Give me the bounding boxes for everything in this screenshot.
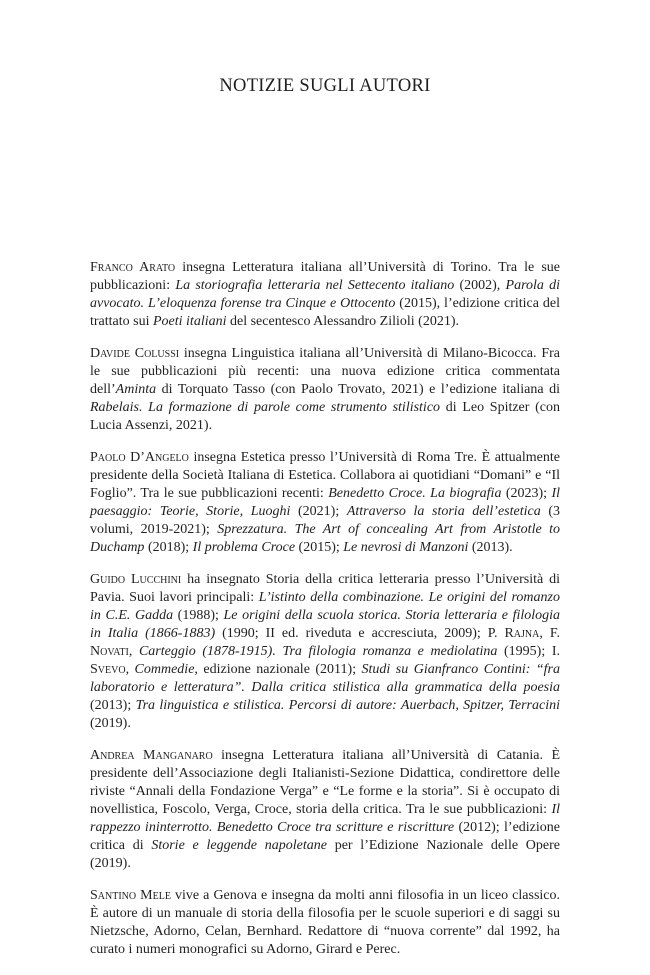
body-text: (3 volumi, 2019-2021); [90, 504, 560, 537]
body-text: , F. [539, 626, 560, 641]
body-text: , [128, 644, 139, 659]
italic-title-text: Sprezzatura. The Art of concealing Art from Aristotle to Duchamp [90, 522, 561, 555]
body-text: per l’Edizione Nazionale delle Opere (2019). [90, 838, 560, 871]
italic-title-text: Storie e leggende napoletane [151, 838, 327, 853]
body-text: di Leo Spitzer (con Lucia Assenzi, 2021). [90, 400, 561, 433]
body-text: insegna Estetica presso l’Università di Roma Tre. È attualmente presidente della Società Italiana di Estetica. Collabora ai quotidiani “Domani” e “Il Foglio”. Tra le sue pubblicazioni recenti: [90, 450, 560, 501]
italic-title-text: Le origini della scuola storica. Storia letteraria e filologia in Italia (1866-1883) [90, 608, 561, 641]
author-name: Franco Arato [90, 260, 176, 275]
italic-title-text: Il problema Croce [192, 540, 296, 555]
italic-title-text: Le nevrosi di Manzoni [343, 540, 469, 555]
body-text: (2023); [501, 486, 552, 501]
author-entry [90, 747, 560, 873]
author-name: Andrea Manganaro [90, 748, 213, 763]
body-text: insegna Linguistica italiana all’Università di Milano-Bicocca. Fra le sue pubblicazioni più recenti: una nuova edizione critica commentata dell’ [90, 346, 560, 397]
body-text: (2013); [90, 698, 136, 713]
body-text: (1988); [173, 608, 224, 623]
author-notes [90, 245, 560, 973]
italic-title-text: La storiografia letteraria nel Settecento italiano [175, 278, 455, 293]
small-caps-name: Svevo [90, 662, 126, 677]
body-text: (2012); l’edizione critica di [90, 820, 561, 853]
body-text: (1995); I. [497, 644, 560, 659]
italic-title-text: Attraverso la storia dell’estetica [346, 504, 541, 519]
body-text: (2015); [295, 540, 344, 555]
italic-title-text: L’istinto della combinazione. Le origini del romanzo in C.E. Gadda [90, 590, 560, 623]
italic-title-text: Studi su Gianfranco Contini: “fra laboratorio e letteratura”. Dalla critica stilistica alla grammatica della poesia [90, 662, 560, 695]
body-text: (2018); [144, 540, 193, 555]
body-text: ha insegnato Storia della critica letteraria presso l’Università di Pavia. Suoi lavori principali: [90, 572, 560, 605]
body-text: , edizione nazionale (2011); [194, 662, 362, 677]
body-text: (2015), l’edizione critica del trattato sui [90, 296, 561, 329]
body-text: del secentesco Alessandro Zilioli (2021). [226, 314, 459, 329]
body-text: insegna Letteratura italiana all’Università di Torino. Tra le sue pubblicazioni: [90, 260, 560, 293]
small-caps-name: Novati [90, 644, 129, 659]
body-text: insegna Letteratura italiana all’Università di Catania. È presidente dell’Associazione degli Italianisti-Sezione Didattica, condirettore delle riviste “Annali della Fondazione Verga” e “Le forme e la storia”. Si è occupato di novellistica, Foscolo, Verga, Croce, storia della critica. Tra le sue pubblicazioni: [90, 748, 560, 817]
italic-title-text: Parola di avvocato. L’eloquenza forense tra Cinque e Ottocento [90, 278, 561, 311]
author-entry [90, 571, 560, 733]
small-caps-name: Rajna [504, 626, 540, 641]
author-name: Guido Lucchini [90, 572, 182, 587]
italic-title-text: Poeti italiani [153, 314, 227, 329]
author-entry [90, 345, 560, 435]
italic-title-text: Benedetto Croce. La biografia [328, 486, 502, 501]
body-text: (1990; II ed. riveduta e accresciuta, 2009); P. [215, 626, 505, 641]
italic-title-text: Carteggio (1878-1915). Tra filologia romanza e mediolatina [138, 644, 498, 659]
italic-title-text: Tra linguistica e stilistica. Percorsi di autore: Auerbach, Spitzer, Terracini [135, 698, 560, 713]
body-text: (2013). [468, 540, 513, 555]
author-entry [90, 449, 560, 557]
author-entry [90, 259, 560, 331]
body-text: (2002), [454, 278, 506, 293]
italic-title-text: Aminta [115, 382, 157, 397]
author-name: Santino Mele [90, 888, 171, 903]
body-text: (2019). [90, 716, 131, 731]
body-text: , [125, 662, 135, 677]
author-name: Paolo D’Angelo [90, 450, 189, 465]
page-title: NOTIZIE SUGLI AUTORI [219, 76, 431, 96]
author-entry [90, 887, 560, 959]
author-name: Davide Colussi [90, 346, 180, 361]
italic-title-text: Il rappezzo ininterrotto. Benedetto Croce tra scritture e riscritture [90, 802, 560, 835]
italic-title-text: Commedie [134, 662, 195, 677]
italic-title-text: Il paesaggio: Teorie, Storie, Luoghi [90, 486, 560, 519]
body-text: vive a Genova e insegna da molti anni filosofia in un liceo classico. È autore di un manuale di storia della filosofia per le scuole superiori e di saggi su Nietzsche, Adorno, Celan, Bernhard. Redattore di “nuova corrente” dal 1992, ha curato i numeri monografici su Adorno, Girard e Perec. [90, 888, 561, 957]
body-text: (2021); [290, 504, 347, 519]
body-text: di Torquato Tasso (con Paolo Trovato, 2021) e l’edizione italiana di [156, 382, 560, 397]
italic-title-text: Rabelais. La formazione di parole come strumento stilistico [90, 400, 441, 415]
